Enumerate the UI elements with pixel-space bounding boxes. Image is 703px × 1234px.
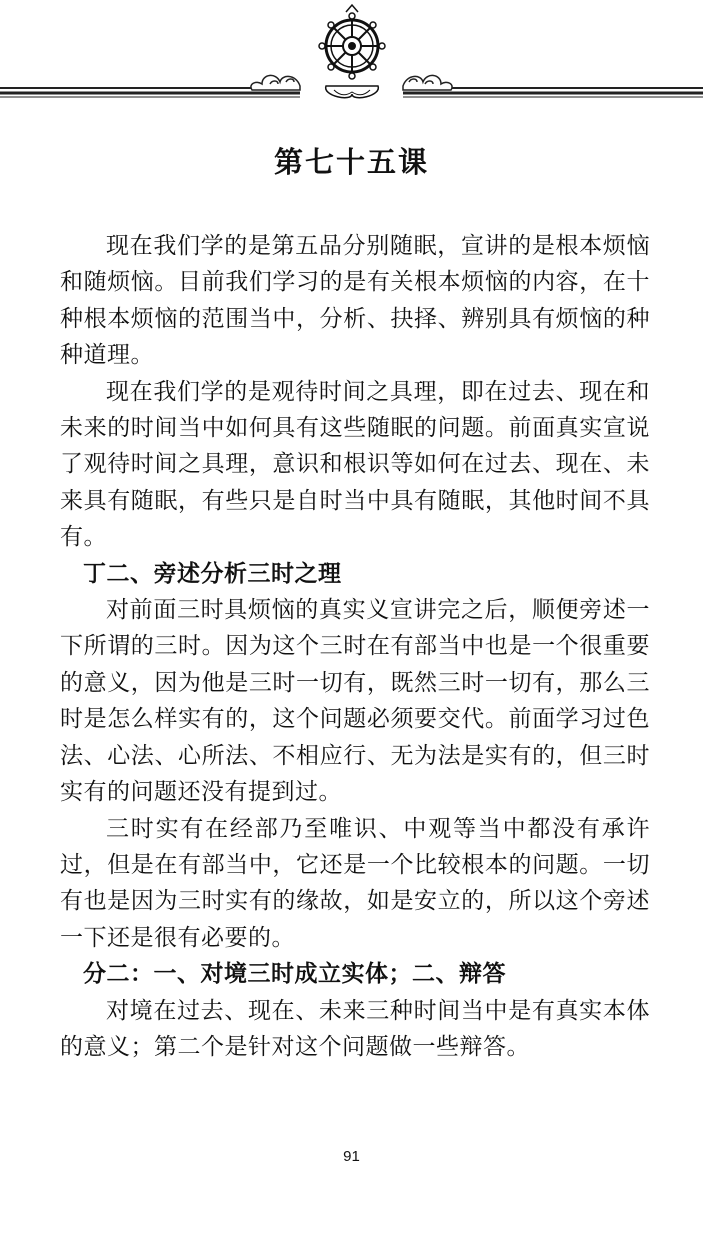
cloud-right-icon: [403, 75, 452, 90]
cloud-left-icon: [251, 75, 300, 90]
paragraph: 三时实有在经部乃至唯识、中观等当中都没有承许过，但是在有部当中，它还是一个比较根本的问题。一切有也是因为三时实有的缘故，如是安立的，所以这个旁述一下还是很有必要的。: [60, 815, 650, 951]
page-number: 91: [343, 1148, 360, 1165]
header-ornament: [0, 0, 703, 110]
dharma-wheel-icon: [319, 5, 385, 98]
lesson-title: 第七十五课: [273, 145, 429, 179]
section-heading: 分二：一、对境三时成立实体；二、辩答: [83, 961, 506, 988]
paragraph: 现在我们学的是第五品分别随眠，宣讲的是根本烦恼和随烦恼。目前我们学习的是有关根本烦恼的内容，在十种根本烦恼的范围当中，分析、抉择、辨别具有烦恼的种种道理。: [60, 233, 650, 369]
paragraph: 现在我们学的是观待时间之具理，即在过去、现在和未来的时间当中如何具有这些随眠的问题。前面真实宣说了观待时间之具理，意识和根识等如何在过去、现在、未来具有随眠，有些只是自时当中具有随眠，其他时间不具有。: [60, 378, 650, 551]
section-heading: 丁二、旁述分析三时之理: [83, 560, 342, 587]
paragraph: 对境在过去、现在、未来三种时间当中是有真实本体的意义；第二个是针对这个问题做一些辩答。: [60, 997, 650, 1060]
paragraph: 对前面三时具烦恼的真实义宣讲完之后，顺便旁述一下所谓的三时。因为这个三时在有部当中也是一个很重要的意义，因为他是三时一切有，既然三时一切有，那么三时是怎么样实有的，这个问题必须要交代。前面学习过色法、心法、心所法、不相应行、无为法是实有的，但三时实有的问题还没有提到过。: [60, 597, 650, 806]
body-text: [60, 228, 650, 1065]
